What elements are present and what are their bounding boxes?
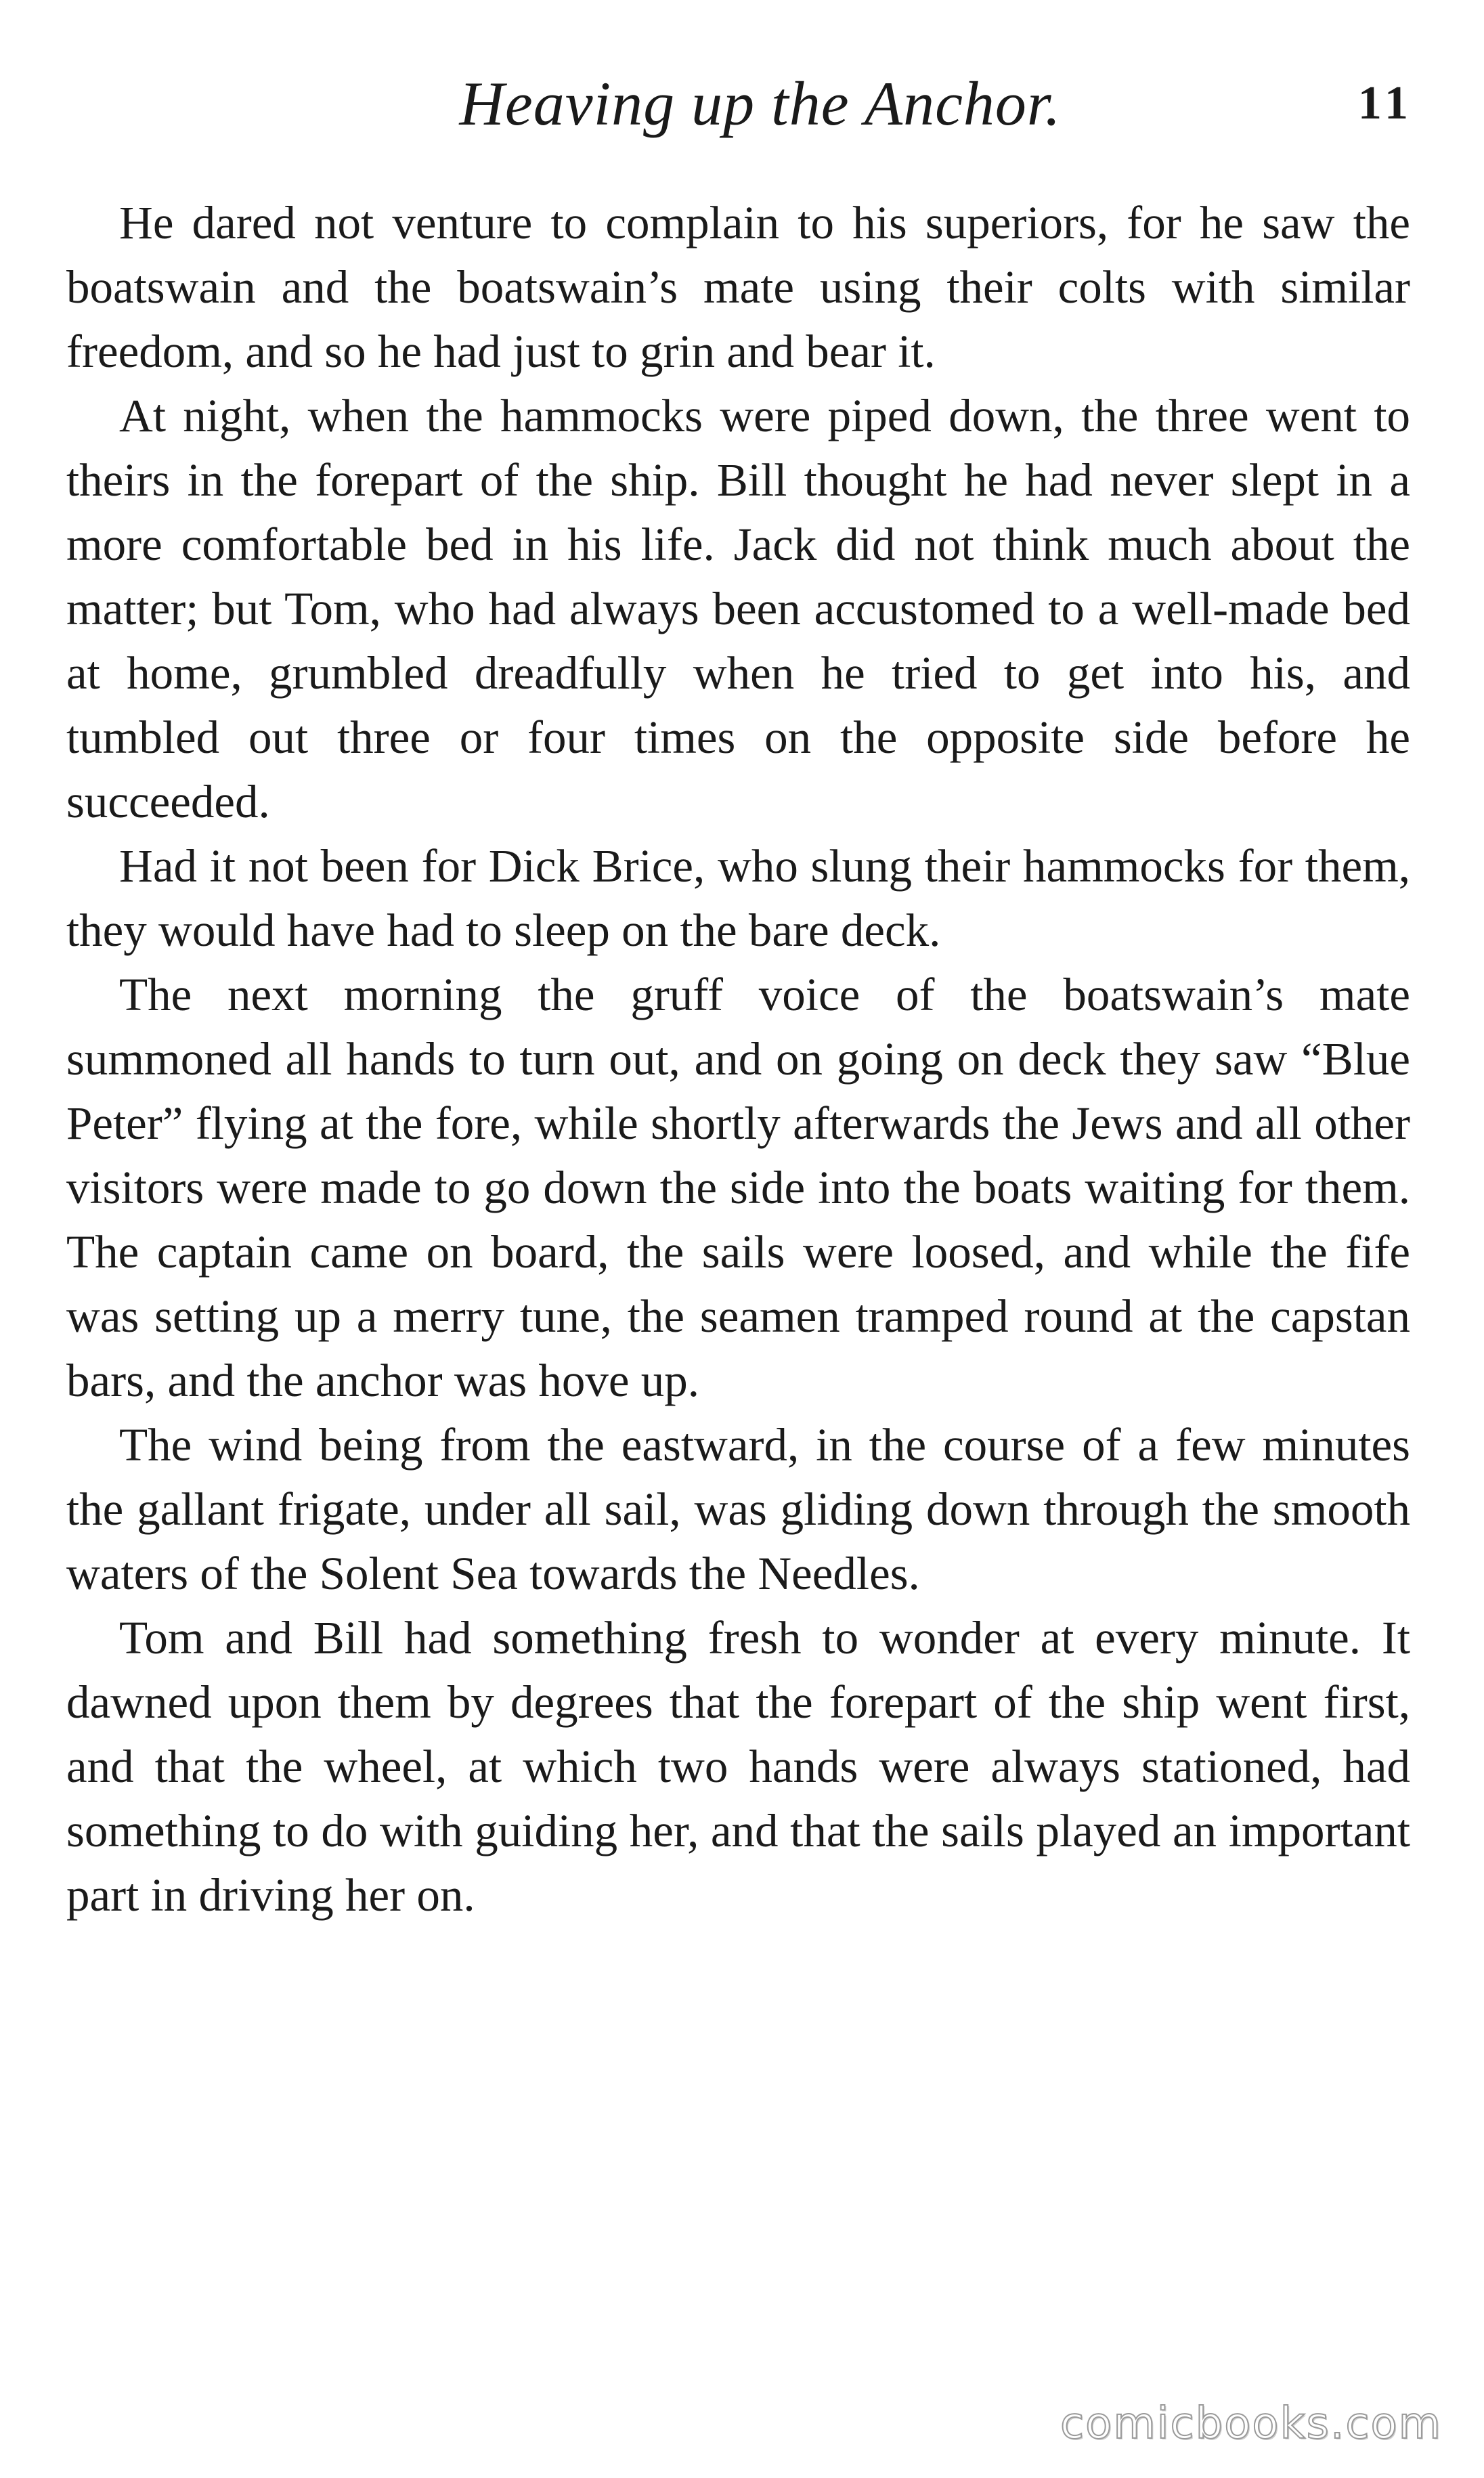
body-text [66,191,1410,1928]
paragraph: Had it not been for Dick Brice, who slung their hammocks for them, they would have had to sleep on the bare deck. [66,840,1410,956]
paragraph: Tom and Bill had something fresh to wonder at every minute. It dawned upon them by degrees that the forepart of the ship went first, and that the wheel, at which two hands were always stationed, had something to do with guiding her, and that the sails played an important part in driving her on. [66,1612,1410,1921]
page-header [66,60,1414,148]
paragraph: At night, when the hammocks were piped down, the three went to theirs in the forepart of the ship. Bill thought he had never slept in a more comfortable bed in his life. Jack did not think much about the matter; but Tom, who had always been accustomed to a well-made bed at home, grumbled dreadfully when he tried to get into his, and tumbled out three or four times on the opposite side before he succeeded. [66,390,1410,827]
paragraph: He dared not venture to complain to his superiors, for he saw the boatswain and the boatswain’s mate using their colts with similar freedom, and so he had just to grin and bear it. [66,197,1410,377]
paragraph: The wind being from the eastward, in the course of a few minutes the gallant frigate, under all sail, was gliding down through the smooth waters of the Solent Sea towards the Needles. [66,1419,1410,1599]
page-number: 11 [1357,77,1414,129]
paragraph: The next morning the gruff voice of the boatswain’s mate summoned all hands to turn out, and on going on deck they saw “Blue Peter” flying at the fore, while shortly afterwards the Jews and all other visitors were made to go down the side into the boats waiting for them. The captain came on board, the sails were loosed, and while the fife was setting up a merry tune, the seamen tramped round at the capstan bars, and the anchor was hove up. [66,969,1410,1406]
watermark: comicbooks.com [1060,2399,1442,2449]
running-title: Heaving up the Anchor. [459,69,1062,138]
